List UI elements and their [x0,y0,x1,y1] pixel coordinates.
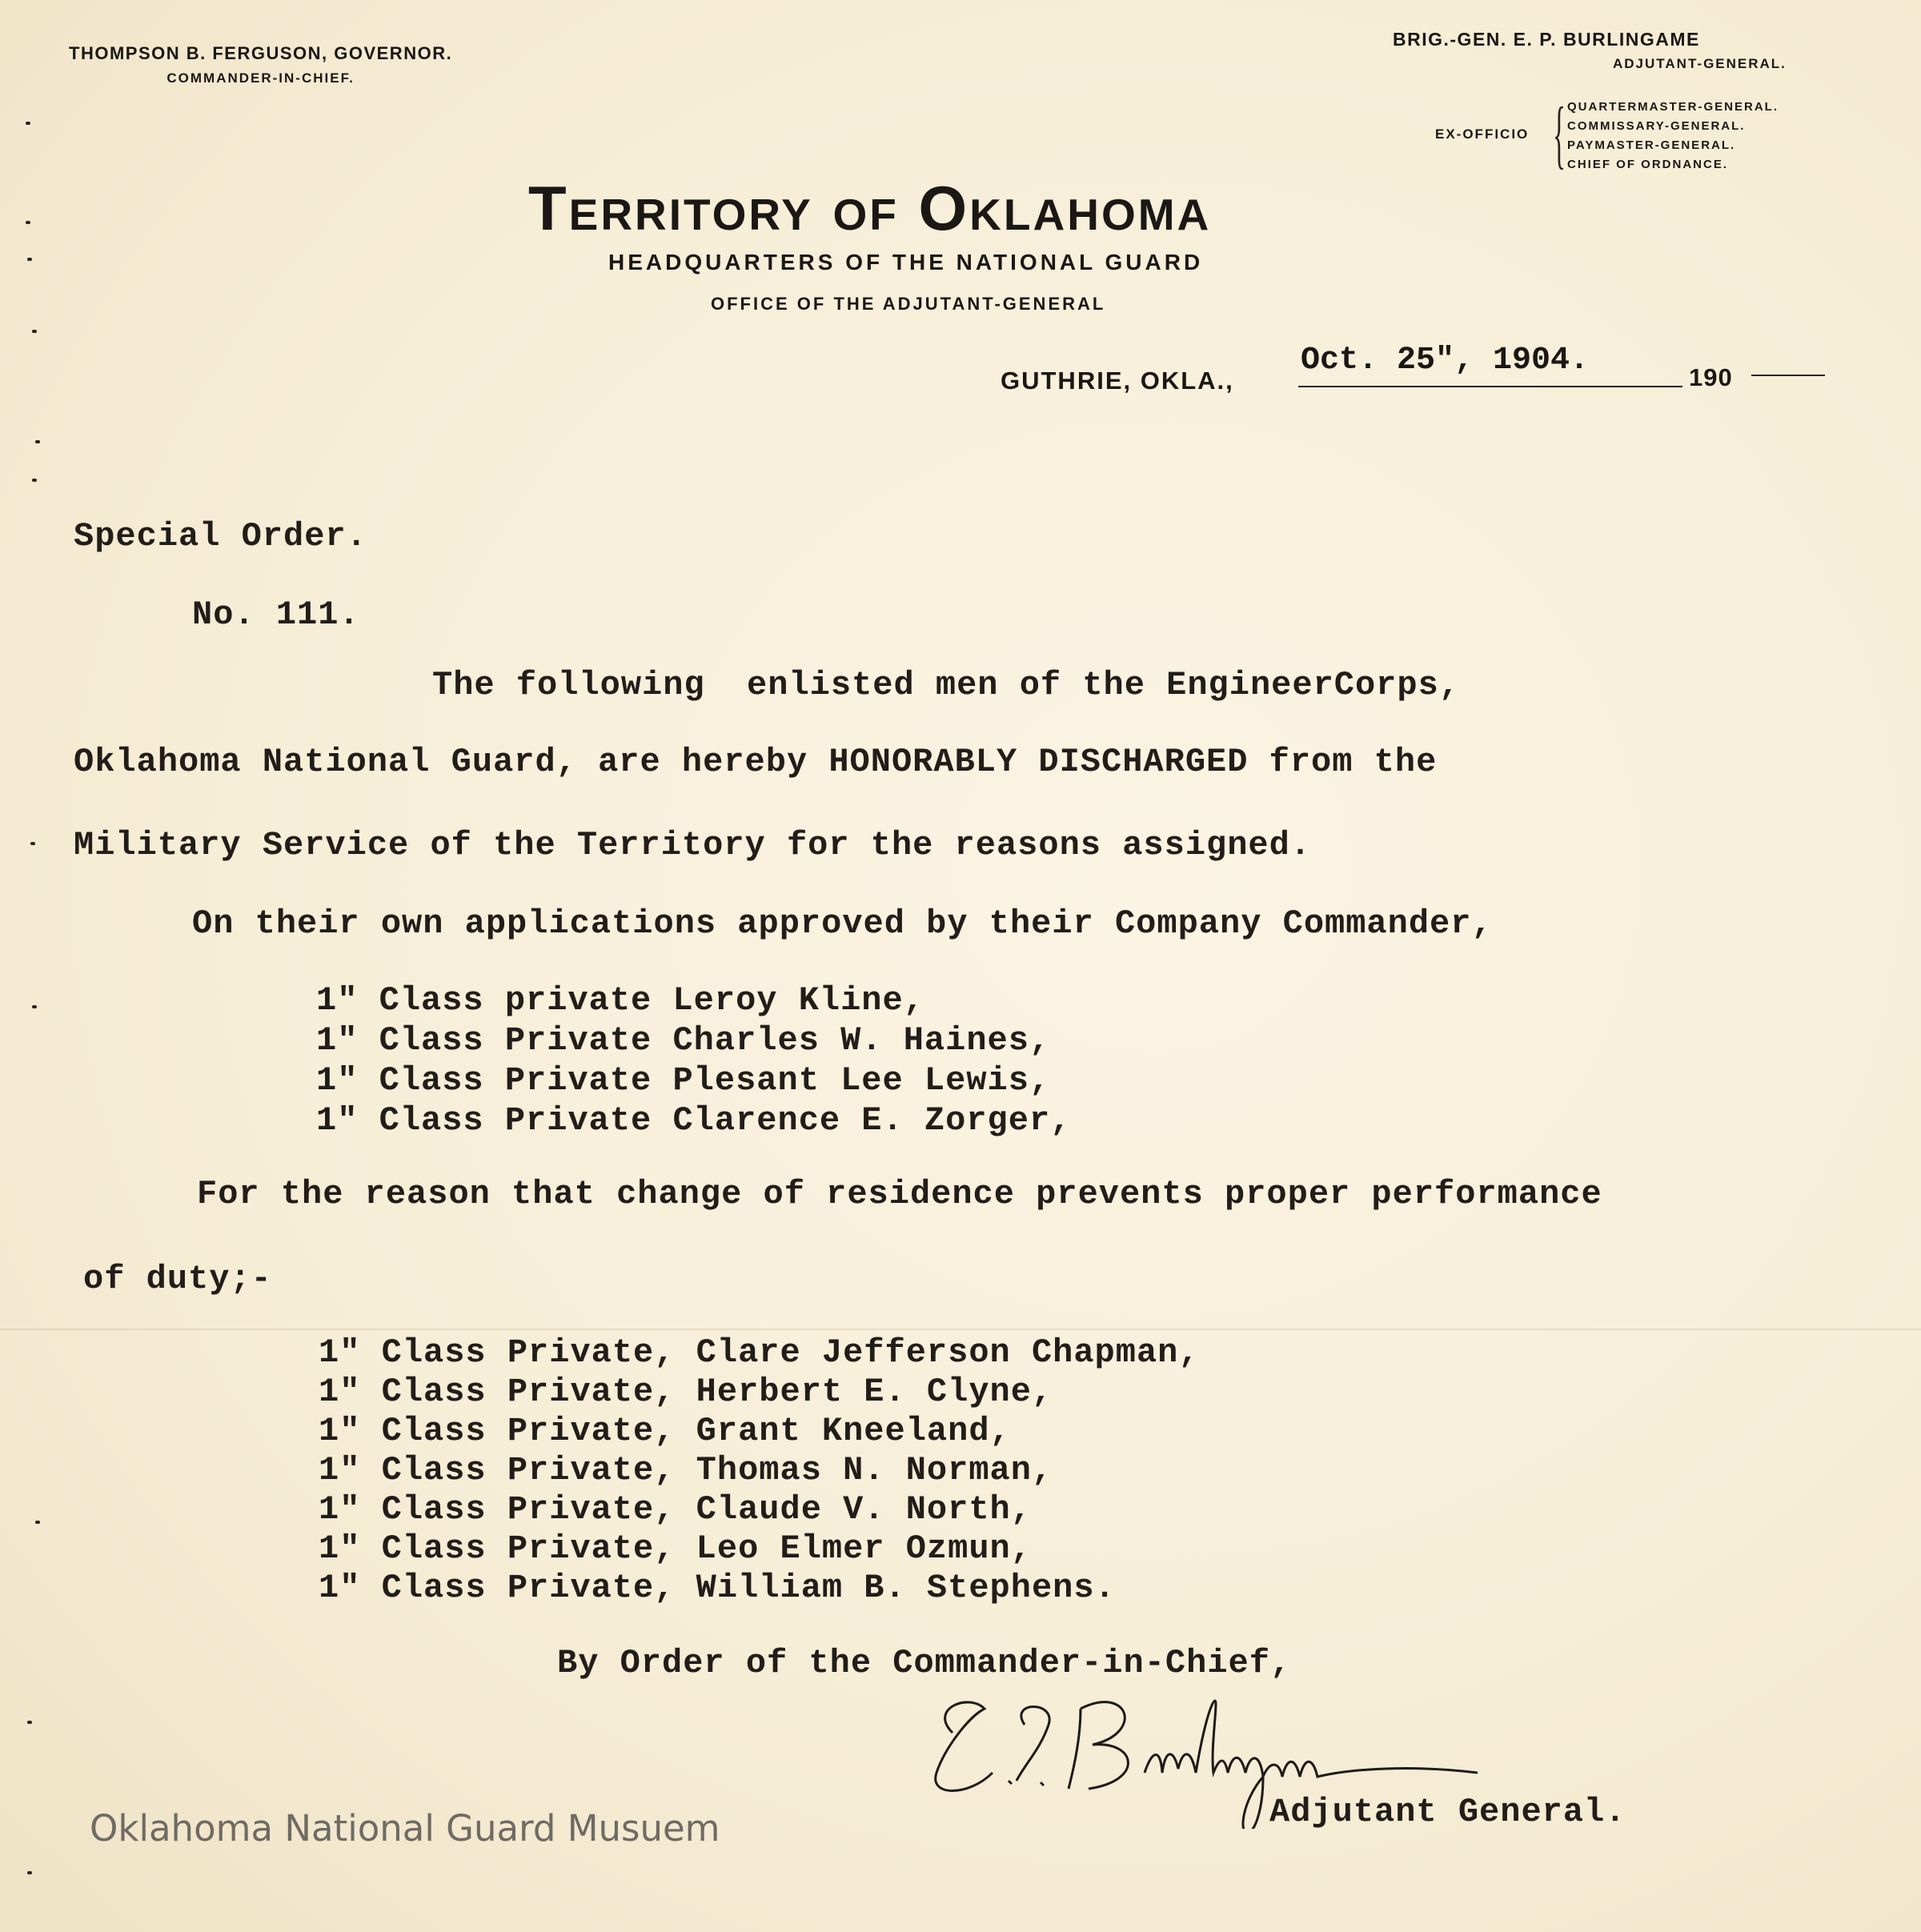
place-line: GUTHRIE, OKLA., [1001,367,1234,395]
list-item: 1" Class Private, Grant Kneeland, [319,1412,1011,1450]
list-item: 1" Class Private, Claude V. North, [319,1490,1032,1529]
letter-date: Oct. 25", 1904. [1301,343,1590,379]
list-item: 1" Class Private Charles W. Haines, [316,1021,1051,1060]
letterhead-title: Territory of Oklahoma [528,173,1212,243]
paragraph-line: The following enlisted men of the EngineerCorps, [432,666,1461,704]
reason-line: of duty;- [83,1260,272,1298]
list-item: 1" Class private Leroy Kline, [316,981,924,1020]
order-number: No. 111. [192,595,360,634]
signer-title: Adjutant General. [1269,1793,1626,1831]
paragraph-line: Military Service of the Territory for the reasons assigned. [74,826,1312,864]
margin-mark [27,1721,32,1724]
governor-title: COMMANDER-IN-CHIEF. [166,70,355,86]
list-item: 1" Class Private Clarence E. Zorger, [316,1101,1072,1140]
margin-mark [30,842,35,845]
margin-mark [32,1005,37,1008]
list-item: 1" Class Private, Clare Jefferson Chapman, [319,1333,1200,1372]
date-underline [1298,386,1682,387]
ex-officio-role: CHIEF OF ORDNANCE. [1567,158,1728,171]
paragraph-line: Oklahoma National Guard, are hereby HONORABLY DISCHARGED from the [74,743,1438,781]
margin-mark [32,330,37,333]
adjutant-title: ADJUTANT-GENERAL. [1613,56,1787,71]
letterhead-subtitle: HEADQUARTERS OF THE NATIONAL GUARD [608,250,1204,275]
adjutant-name: BRIG.-GEN. E. P. BURLINGAME [1393,29,1700,50]
margin-mark [35,440,40,443]
letterhead-left [69,43,452,86]
order-heading: Special Order. [74,517,367,555]
closing-line: By Order of the Commander-in-Chief, [557,1644,1292,1682]
ex-officio-role: COMMISSARY-GENERAL. [1567,119,1746,133]
paper-fold-line [0,1329,1921,1330]
brace-icon: { [1553,91,1566,176]
year-prefix: 190 [1689,363,1733,391]
margin-mark [35,1521,40,1524]
list-item: 1" Class Private, Leo Elmer Ozmun, [319,1529,1032,1568]
margin-mark [26,221,30,224]
reason-line: For the reason that change of residence prevents proper performance [197,1175,1602,1213]
ex-officio-role: QUARTERMASTER-GENERAL. [1567,100,1779,114]
margin-mark [27,258,32,261]
margin-mark [27,1871,32,1874]
list-item: 1" Class Private Plesant Lee Lewis, [316,1061,1051,1100]
ex-officio-role: PAYMASTER-GENERAL. [1567,138,1736,152]
list-item: 1" Class Private, William B. Stephens. [319,1569,1116,1607]
reason-line: On their own applications approved by their Company Commander, [192,904,1493,943]
governor-name: THOMPSON B. FERGUSON, GOVERNOR. [69,43,453,63]
ex-officio-roles [1567,98,1779,174]
museum-watermark: Oklahoma National Guard Musuem [90,1807,720,1850]
letterhead-office: OFFICE OF THE ADJUTANT-GENERAL [711,294,1106,314]
list-item: 1" Class Private, Thomas N. Norman, [319,1451,1053,1489]
list-item: 1" Class Private, Herbert E. Clyne, [319,1373,1053,1411]
ex-officio-label: EX-OFFICIO [1435,126,1530,142]
year-underline [1751,375,1825,376]
margin-mark [32,479,37,482]
margin-mark [26,122,30,125]
